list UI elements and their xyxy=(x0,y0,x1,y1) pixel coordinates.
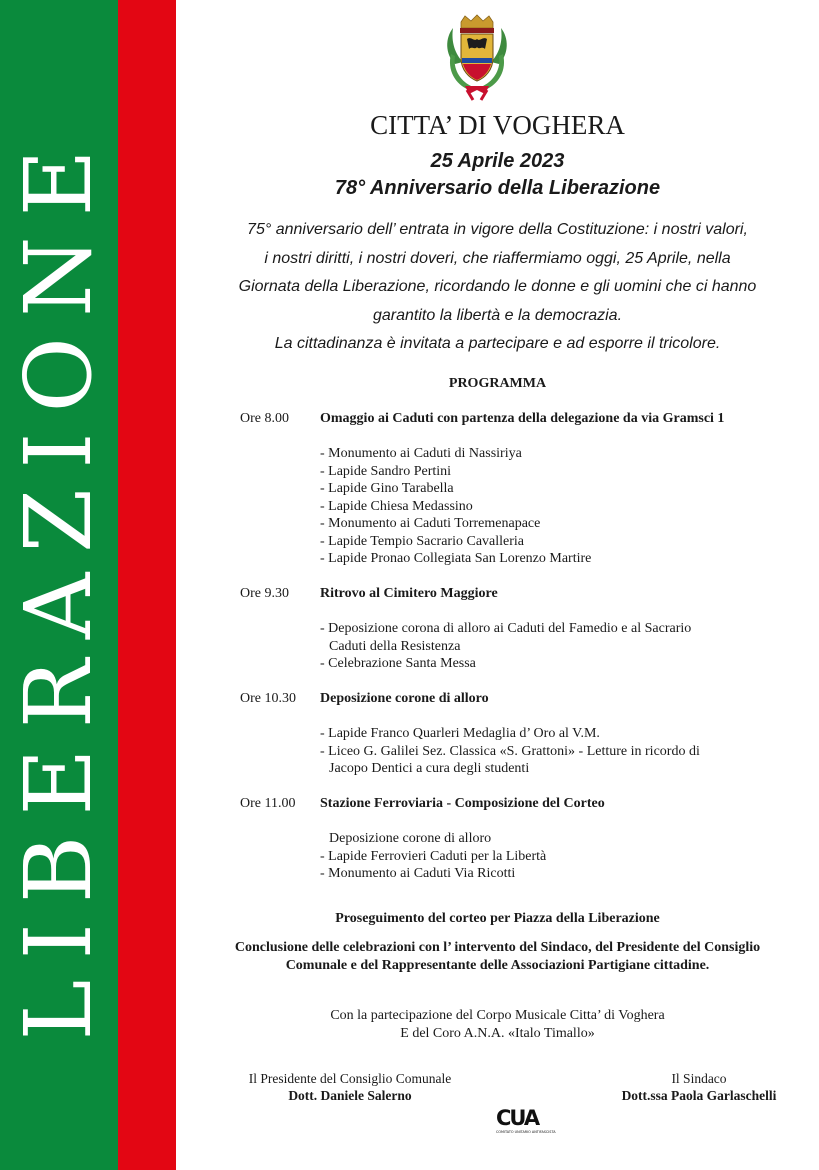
intro-line: i nostri diritti, i nostri doveri, che riaffermiamo oggi, 25 Aprile, nella xyxy=(264,249,731,267)
cua-logo xyxy=(496,1107,554,1141)
program-block xyxy=(240,690,810,778)
signature-name: Dott.ssa Paola Garlaschelli xyxy=(621,1088,777,1103)
signature-mayor xyxy=(608,1070,790,1104)
signature-role: Il Presidente del Consiglio Comunale xyxy=(248,1071,452,1086)
program-item: - Monumento ai Caduti Torremenapace xyxy=(320,516,541,531)
program-heading: Deposizione corone di alloro xyxy=(320,691,489,706)
program-heading: Omaggio ai Caduti con partenza della delegazione da via Gramsci 1 xyxy=(320,411,725,426)
program-item: - Lapide Gino Tarabella xyxy=(320,481,454,496)
program-item: - Lapide Franco Quarleri Medaglia d’ Oro al V.M. xyxy=(320,726,600,741)
program-time: Ore 11.00 xyxy=(240,796,296,811)
intro-line: Giornata della Liberazione, ricordando le donne e gli uomini che ci hanno xyxy=(238,278,757,295)
program-items xyxy=(320,725,810,778)
intro-line: La cittadinanza è invitata a partecipare e ad esporre il tricolore. xyxy=(274,335,721,352)
program-item: - Lapide Pronao Collegiata San Lorenzo Martire xyxy=(320,551,592,566)
program-block xyxy=(240,410,810,568)
program-items xyxy=(320,445,810,568)
voghera-coat-of-arms-icon xyxy=(441,14,513,106)
intro-paragraph xyxy=(176,216,819,359)
anniversary-title: 78° Anniversario della Liberazione xyxy=(334,177,661,199)
city-title: CITTA’ DI VOGHERA xyxy=(370,110,625,140)
program-item: - Liceo G. Galilei Sez. Classica «S. Grattoni» - Letture in ricordo di xyxy=(320,743,700,759)
program-item: - Lapide Ferrovieri Caduti per la Libertà xyxy=(320,848,547,864)
program-block xyxy=(240,795,810,883)
signature-name: Dott. Daniele Salerno xyxy=(288,1088,412,1103)
cua-logo-text: CUA xyxy=(496,1106,539,1130)
event-date: 25 Aprile 2023 xyxy=(430,150,565,172)
cua-logo-subtitle: COMITATO UNITARIO ANTIFASCISTA xyxy=(496,1130,556,1134)
program-item: - Lapide Tempio Sacrario Cavalleria xyxy=(320,533,525,549)
conclusion-line: Comunale e del Rappresentante delle Associazioni Partigiane cittadine. xyxy=(285,958,710,973)
program-time: Ore 10.30 xyxy=(240,691,296,706)
program-items xyxy=(320,620,810,673)
program-block xyxy=(240,585,810,673)
program-item: - Lapide Chiesa Medassino xyxy=(320,498,473,514)
program-schedule xyxy=(240,410,810,883)
program-heading: Ritrovo al Cimitero Maggiore xyxy=(320,586,498,601)
conclusion-note xyxy=(176,939,819,975)
participation-line: E del Coro A.N.A. «Italo Timallo» xyxy=(400,1025,595,1041)
program-item: Caduti della Resistenza xyxy=(329,638,461,654)
program-item: Deposizione corone di alloro xyxy=(329,831,492,846)
program-item: Jacopo Dentici a cura degli studenti xyxy=(329,761,530,776)
red-band xyxy=(118,0,176,1170)
intro-line: garantito la libertà e la democrazia. xyxy=(372,306,623,324)
program-item: - Celebrazione Santa Messa xyxy=(320,656,476,671)
program-item: - Deposizione corona di alloro ai Caduti del Famedio e al Sacrario xyxy=(320,621,692,636)
conclusion-line: Conclusione delle celebrazioni con l’ intervento del Sindaco, del Presidente del Consiglio xyxy=(234,940,761,955)
program-item: - Monumento ai Caduti di Nassiriya xyxy=(320,446,522,461)
program-time: Ore 8.00 xyxy=(240,411,289,426)
intro-line: 75° anniversario dell’ entrata in vigore della Costituzione: i nostri valori, xyxy=(247,221,748,238)
liberazione-vertical-title: LIBERAZIONE xyxy=(5,129,112,1041)
program-title: PROGRAMMA xyxy=(448,376,547,391)
signature-role: Il Sindaco xyxy=(671,1071,727,1086)
program-heading: Stazione Ferroviaria - Composizione del Corteo xyxy=(320,796,605,811)
program-time: Ore 9.30 xyxy=(240,586,289,601)
program-item: - Lapide Sandro Pertini xyxy=(320,463,452,479)
program-items xyxy=(320,830,810,883)
participation-line: Con la partecipazione del Corpo Musicale Citta’ di Voghera xyxy=(330,1008,665,1023)
participation-note xyxy=(176,1007,819,1042)
procession-note: Proseguimento del corteo per Piazza della Liberazione xyxy=(335,911,660,926)
signature-council-president xyxy=(228,1070,472,1104)
program-item: - Monumento ai Caduti Via Ricotti xyxy=(320,866,516,881)
